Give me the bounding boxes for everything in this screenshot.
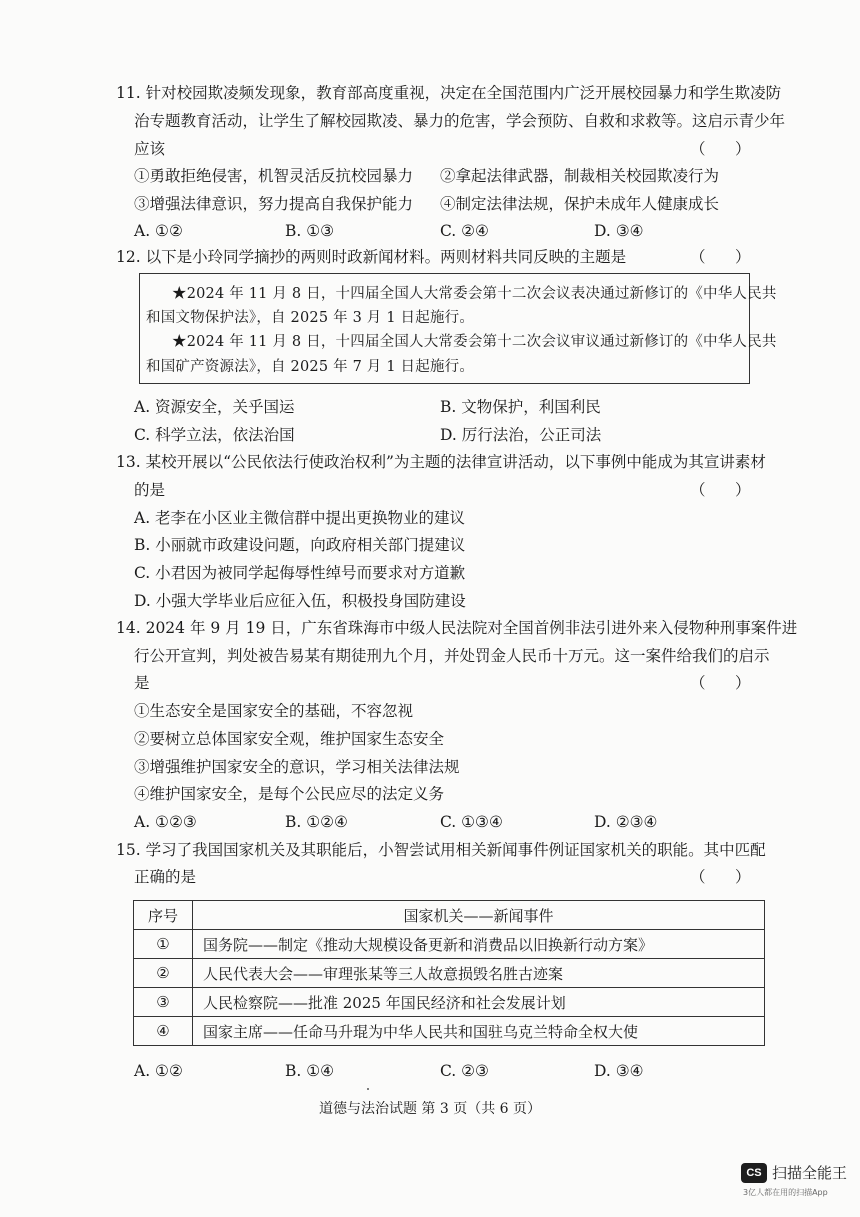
q13-option-b: B. 小丽就市政建设问题，向政府相关部门提建议 [134, 536, 466, 554]
q14-option-b: B. ①②④ [285, 813, 348, 831]
q13-stem-line2: 的是 [134, 481, 166, 499]
q11-stem-line3: 应该 [134, 140, 166, 158]
table-row [134, 1017, 765, 1046]
q11-option-d: D. ③④ [594, 222, 644, 240]
table-cell-index: ① [134, 930, 193, 959]
q14-answer-paren: （ ） [690, 674, 751, 692]
q14-item-3: ③增强维护国家安全的意识，学习相关法律法规 [134, 758, 460, 776]
q14-item-4: ④维护国家安全，是每个公民应尽的法定义务 [134, 785, 445, 803]
table-row [134, 988, 765, 1017]
q12-answer-paren: （ ） [690, 248, 751, 266]
table-header-row [134, 901, 765, 930]
q15-option-d: D. ③④ [594, 1062, 644, 1080]
q12-news1-line2: 和国文物保护法》，自 2025 年 3 月 1 日起施行。 [146, 310, 475, 326]
table-cell-index: ③ [134, 988, 193, 1017]
q11-option-c: C. ②④ [440, 222, 489, 240]
table-cell-content: 人民检察院——批准 2025 年国民经济和社会发展计划 [193, 988, 765, 1017]
q15-option-c: C. ②③ [440, 1062, 489, 1080]
q12-news2-line1: ★2024 年 11 月 8 日，十四届全国人大常委会第十二次会议审议通过新修订的《中华人民共 [172, 334, 777, 350]
q12-news1-line1: ★2024 年 11 月 8 日，十四届全国人大常委会第十二次会议表决通过新修订的《中华人民共 [172, 286, 777, 302]
table-cell-index: ④ [134, 1017, 193, 1046]
q15-organ-table [133, 900, 765, 1046]
q12-option-b: B. 文物保护，利国利民 [440, 398, 601, 416]
table-row [134, 930, 765, 959]
table-cell-content: 国家主席——任命马升琨为中华人民共和国驻乌克兰特命全权大使 [193, 1017, 765, 1046]
q14-option-c: C. ①③④ [440, 813, 503, 831]
watermark-tagline: 3亿人都在用的扫描App [743, 1188, 828, 1197]
q15-option-a: A. ①② [134, 1062, 183, 1080]
scan-speck [367, 1088, 369, 1090]
table-header-content: 国家机关——新闻事件 [193, 901, 765, 930]
table-cell-index: ② [134, 959, 193, 988]
q12-option-d: D. 厉行法治，公正司法 [440, 426, 602, 444]
watermark-app-name: 扫描全能王 [772, 1164, 848, 1182]
q11-stem-line2: 治专题教育活动，让学生了解校园欺凌、暴力的危害，学会预防、自救和求救等。这启示青少年 [134, 112, 786, 130]
q14-item-1: ①生态安全是国家安全的基础，不容忽视 [134, 702, 414, 720]
q11-stem-line1: 11. 针对校园欺凌频发现象，教育部高度重视，决定在全国范围内广泛开展校园暴力和学生欺凌防 [116, 84, 782, 102]
q14-option-a: A. ①②③ [134, 813, 197, 831]
q11-item-4: ④制定法律法规，保护未成年人健康成长 [440, 195, 720, 213]
q13-option-d: D. 小强大学毕业后应征入伍，积极投身国防建设 [134, 592, 466, 610]
table-cell-content: 人民代表大会——审理张某等三人故意损毁名胜古迹案 [193, 959, 765, 988]
q15-stem-line2: 正确的是 [134, 868, 197, 886]
q11-option-b: B. ①③ [285, 222, 335, 240]
camscanner-logo-icon: CS [741, 1163, 767, 1183]
q11-answer-paren: （ ） [690, 140, 751, 158]
q13-stem-line1: 13. 某校开展以“公民依法行使政治权利”为主题的法律宣讲活动，以下事例中能成为其宣讲素材 [116, 453, 766, 471]
table-cell-content: 国务院——制定《推动大规模设备更新和消费品以旧换新行动方案》 [193, 930, 765, 959]
q13-option-c: C. 小君因为被同学起侮辱性绰号而要求对方道歉 [134, 564, 466, 582]
q14-item-2: ②要树立总体国家安全观，维护国家生态安全 [134, 730, 445, 748]
q15-stem-line1: 15. 学习了我国国家机关及其职能后，小智尝试用相关新闻事件例证国家机关的职能。其中匹配 [116, 841, 766, 859]
q15-option-b: B. ①④ [285, 1062, 335, 1080]
q13-answer-paren: （ ） [690, 481, 751, 499]
q12-news-box [139, 273, 777, 384]
q11-item-3: ③增强法律意识，努力提高自我保护能力 [134, 195, 414, 213]
q11-item-2: ②拿起法律武器，制裁相关校园欺凌行为 [440, 167, 720, 185]
table-header-index: 序号 [134, 901, 193, 930]
q14-stem-line3: 是 [134, 674, 150, 692]
q13-option-a: A. 老李在小区业主微信群中提出更换物业的建议 [134, 509, 466, 527]
q14-stem-line2: 行公开宣判，判处被告易某有期徒刑九个月，并处罚金人民币十万元。这一案件给我们的启示 [134, 647, 770, 665]
page-footer: 道德与法治试题 第 3 页（共 6 页） [318, 1101, 542, 1117]
q14-stem-line1: 14. 2024 年 9 月 19 日，广东省珠海市中级人民法院对全国首例非法引进外来入侵物种刑事案件进 [116, 619, 798, 637]
q12-news2-line2: 和国矿产资源法》，自 2025 年 7 月 1 日起施行。 [146, 359, 475, 375]
q11-item-1: ①勇敢拒绝侵害，机智灵活反抗校园暴力 [134, 167, 414, 185]
q11-option-a: A. ①② [134, 222, 183, 240]
q12-option-c: C. 科学立法，依法治国 [134, 426, 295, 444]
q12-stem-line1: 12. 以下是小玲同学摘抄的两则时政新闻材料。两则材料共同反映的主题是 [116, 248, 627, 266]
q12-option-a: A. 资源安全，关乎国运 [134, 398, 295, 416]
q15-answer-paren: （ ） [690, 868, 751, 886]
q14-option-d: D. ②③④ [594, 813, 658, 831]
table-row [134, 959, 765, 988]
